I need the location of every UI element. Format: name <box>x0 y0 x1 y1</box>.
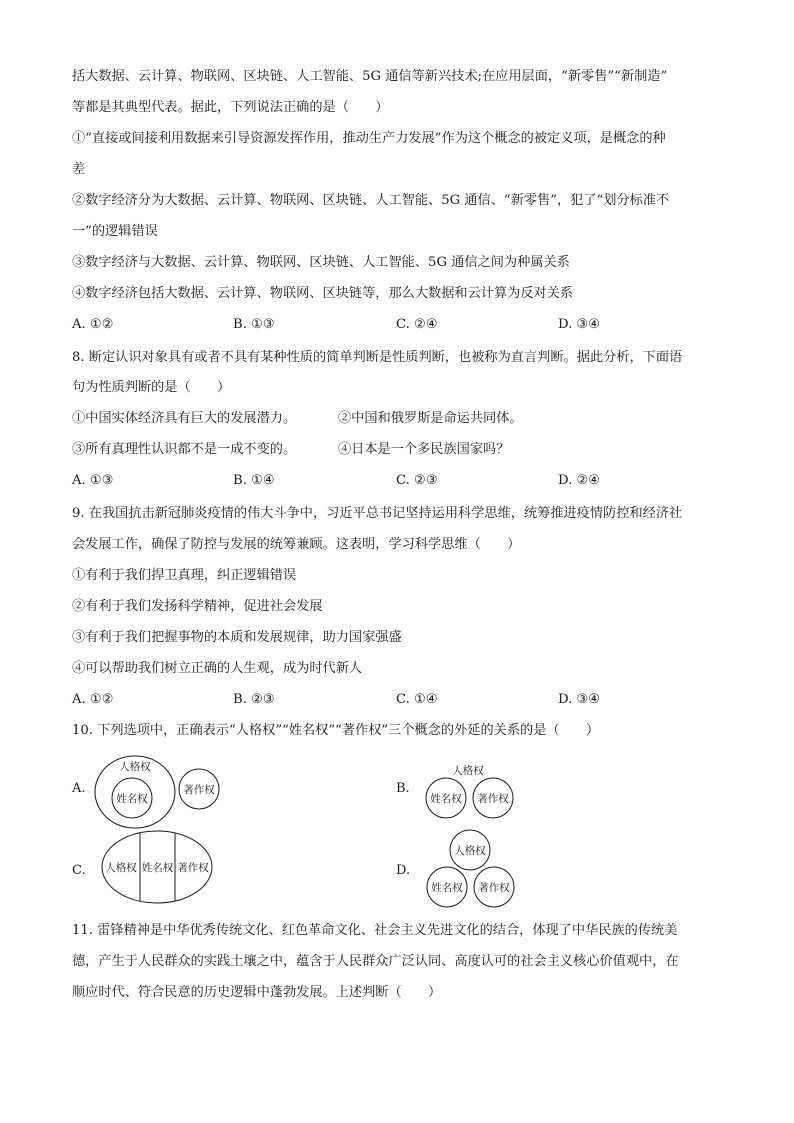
q10-diagram-b <box>420 760 530 822</box>
q9-statement-1: ①有利于我们捍卫真理，纠正逻辑错误 <box>72 568 297 583</box>
q7-stem-line-1: 括大数据、云计算、物联网、区块链、人工智能、5G 通信等新兴技术;在应用层面，“新零售”“新制造” <box>72 69 668 84</box>
q10-diagram-a <box>90 752 230 832</box>
q7-statement-1: ①“直接或间接利用数据来引导资源发挥作用，推动生产力发展”作为这个概念的被定义项，是概念的种 <box>72 131 666 146</box>
q7-statement-2: ②数字经济分为大数据、云计算、物联网、区块链、人工智能、5G 通信、“新零售”，犯了“划分标准不 <box>72 193 670 208</box>
q8-option-a[interactable]: A. ①③ <box>72 473 114 488</box>
copyright-text-b: 著作权 <box>477 793 509 805</box>
q7-stem-line-2: 等都是其典型代表。据此，下列说法正确的是（ ） <box>72 100 389 115</box>
q7-option-a[interactable]: A. ①② <box>72 317 114 332</box>
q10-stem: 10. 下列选项中，正确表示“人格权”“姓名权”“著作权”三个概念的外延的关系的是（ ） <box>72 723 600 738</box>
q8-stem-line-2: 句为性质判断的是（ ） <box>72 380 231 395</box>
q10-option-d-label[interactable]: D. <box>396 863 411 878</box>
q9-option-d[interactable]: D. ③④ <box>558 692 601 707</box>
q8-statement-1: ①中国实体经济具有巨大的发展潜力。 <box>72 411 297 426</box>
personality-right-text-c: 人格权 <box>105 862 137 874</box>
q8-statement-3: ③所有真理性认识都不是一成不变的。 <box>72 442 297 457</box>
personality-right-text-b: 人格权 <box>452 765 484 777</box>
q7-statement-1-cont: 差 <box>72 162 86 177</box>
q8-option-d[interactable]: D. ②④ <box>558 473 601 488</box>
personality-right-text-a: 人格权 <box>119 761 151 773</box>
q10-option-b-label[interactable]: B. <box>396 781 410 796</box>
q7-statement-3: ③数字经济与大数据、云计算、物联网、区块链、人工智能、5G 通信之间为种属关系 <box>72 255 570 270</box>
q11-stem-line-1: 11. 雷锋精神是中华优秀传统文化、红色革命文化、社会主义先进文化的结合，体现了中华民族的传统美 <box>72 923 678 938</box>
q8-option-c[interactable]: C. ②③ <box>396 473 438 488</box>
q9-statement-2: ②有利于我们发扬科学精神，促进社会发展 <box>72 599 323 614</box>
q7-option-b[interactable]: B. ①③ <box>233 317 275 332</box>
q8-statement-4: ④日本是一个多民族国家吗？ <box>338 442 510 457</box>
q7-statement-2-cont: 一”的逻辑错误 <box>72 224 158 239</box>
q8-stem-line-1: 8. 断定认识对象具有或者不具有某种性质的简单判断是性质判断，也被称为直言判断。据此分析，下面语 <box>72 350 683 365</box>
copyright-text-c: 著作权 <box>177 862 209 874</box>
q10-diagram-d <box>422 828 522 910</box>
q9-option-a[interactable]: A. ①② <box>72 692 114 707</box>
q7-option-d[interactable]: D. ③④ <box>558 317 601 332</box>
copyright-text-a: 著作权 <box>183 784 215 796</box>
q8-statement-2: ②中国和俄罗斯是命运共同体。 <box>338 411 523 426</box>
name-right-text-b: 姓名权 <box>430 793 462 805</box>
q7-statement-4: ④数字经济包括大数据、云计算、物联网、区块链等，那么大数据和云计算为反对关系 <box>72 286 574 301</box>
q9-stem-line-1: 9. 在我国抗击新冠肺炎疫情的伟大斗争中，习近平总书记坚持运用科学思维，统筹推进疫情防控和经济社 <box>72 506 683 521</box>
q9-statement-4: ④可以帮助我们树立正确的人生观，成为时代新人 <box>72 661 363 676</box>
q9-option-c[interactable]: C. ①④ <box>396 692 438 707</box>
q11-stem-line-3: 顺应时代、符合民意的历史逻辑中蓬勃发展。上述判断（ ） <box>72 985 442 1000</box>
q7-option-c[interactable]: C. ②④ <box>396 317 438 332</box>
q10-option-a-label[interactable]: A. <box>72 781 86 796</box>
q11-stem-line-2: 德，产生于人民群众的实践土壤之中，蕴含于人民群众广泛认同、高度认可的社会主义核心价值观中，在 <box>72 954 679 969</box>
personality-right-text-d: 人格权 <box>454 845 486 857</box>
q8-option-b[interactable]: B. ①④ <box>233 473 275 488</box>
name-right-text-a: 姓名权 <box>116 793 148 805</box>
q9-stem-line-2: 会发展工作，确保了防控与发展的统筹兼顾。这表明，学习科学思维（ ） <box>72 537 521 552</box>
q9-statement-3: ③有利于我们把握事物的本质和发展规律，助力国家强盛 <box>72 630 402 645</box>
q9-option-b[interactable]: B. ②③ <box>233 692 275 707</box>
copyright-text-d: 著作权 <box>478 882 510 894</box>
q10-diagram-c <box>100 830 216 906</box>
q10-option-c-label[interactable]: C. <box>72 863 86 878</box>
name-right-text-c: 姓名权 <box>141 862 174 874</box>
name-right-text-d: 姓名权 <box>431 882 463 894</box>
